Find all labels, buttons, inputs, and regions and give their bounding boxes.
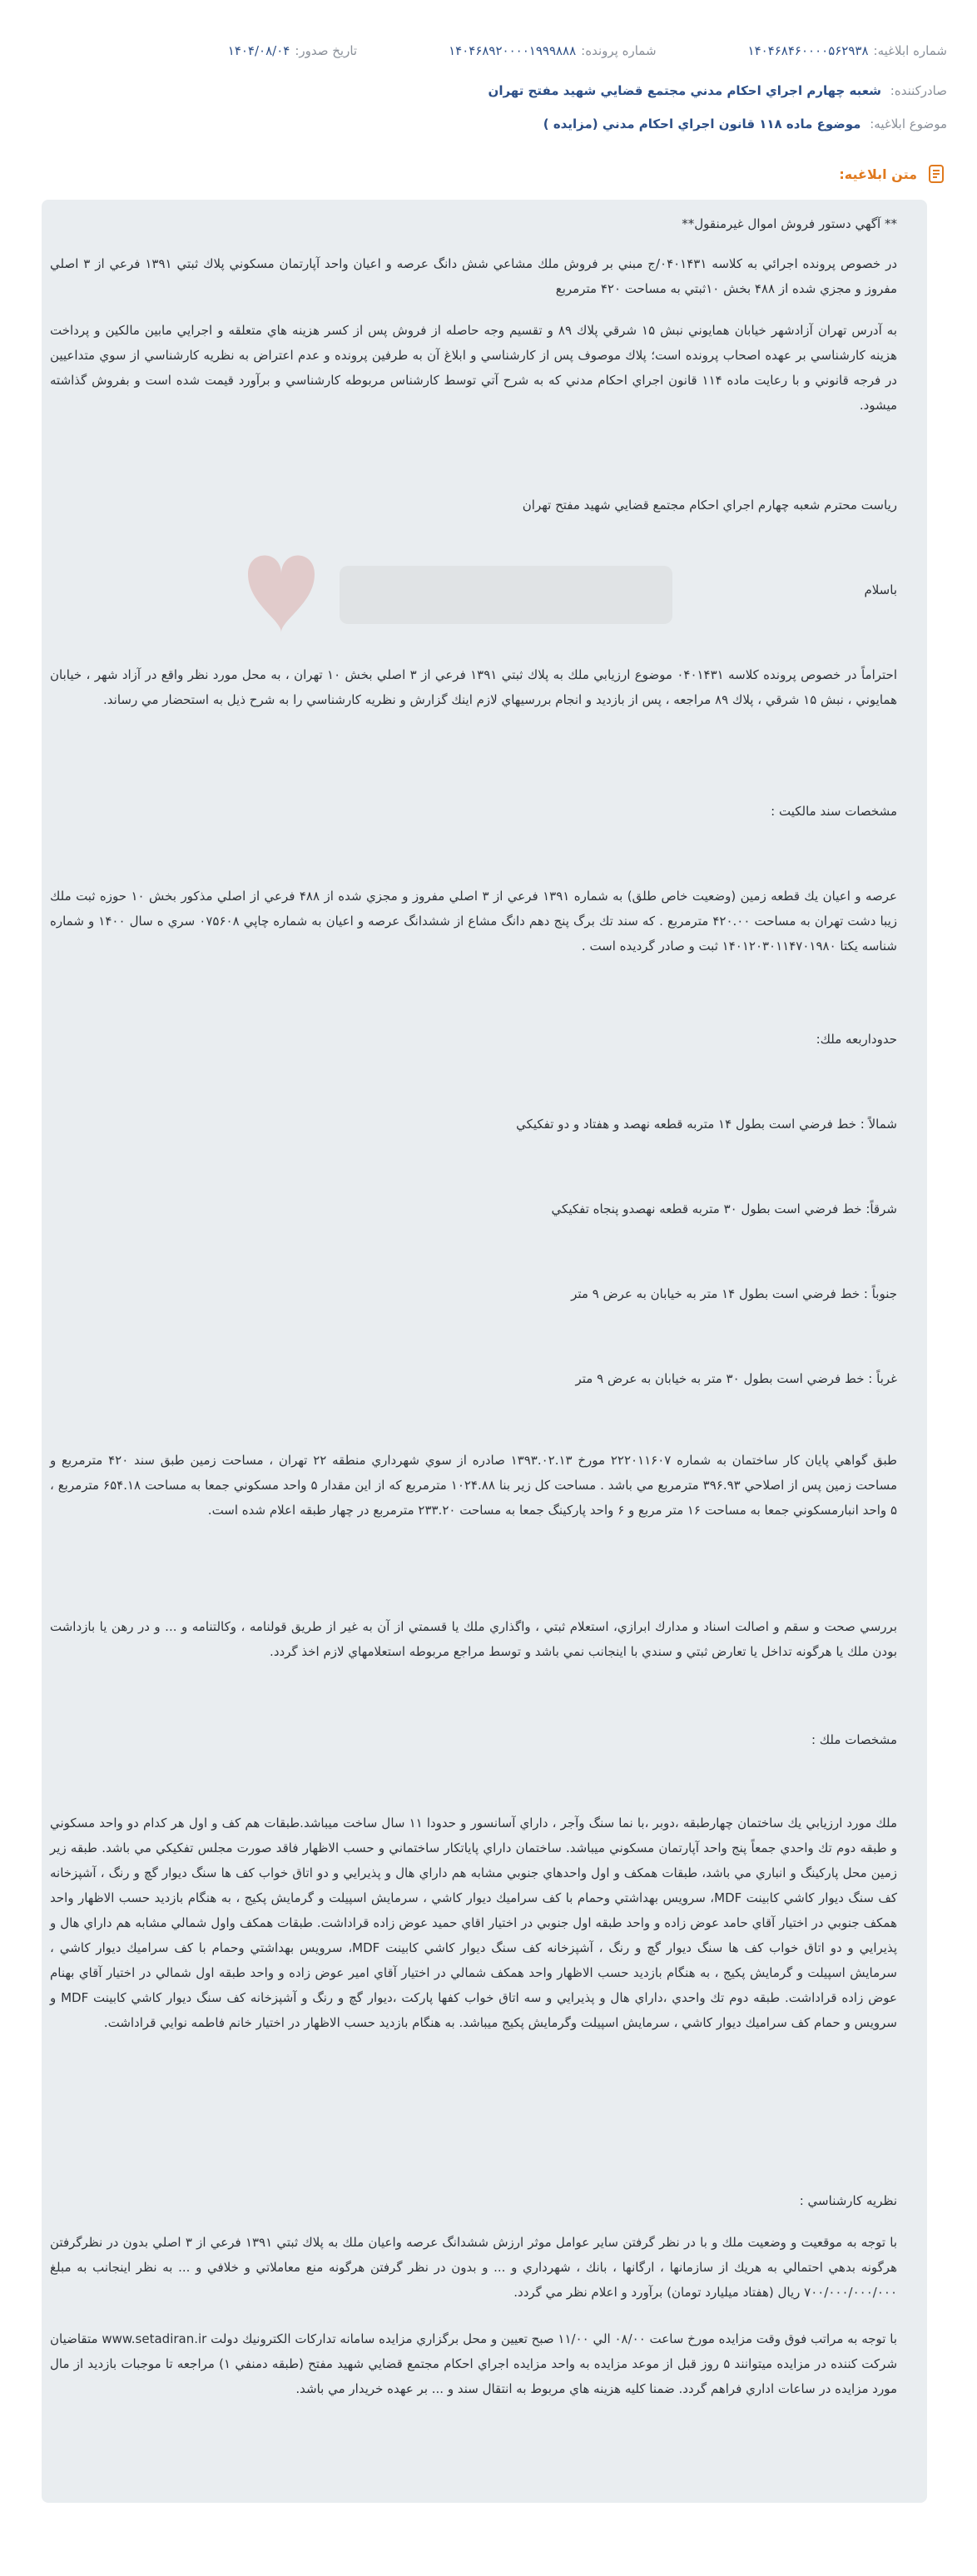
issuer-row xyxy=(30,83,947,98)
body-paragraph: رياست محترم شعبه چهارم اجراي احكام مجتمع قضايي شهيد مفتح تهران xyxy=(522,498,897,513)
body-paragraph: طبق گواهي پايان كار ساختمان به شماره ۲۲۲۰۱۱۶۰۷ مورخ ۱۳۹۳.۰۲.۱۳ صادره از سوي شهرداري منطقه ۲۲ تهران ، مساحت زمين طبق سند ۴۲۰ مترمربع و مساحت زمين پس از اصلاحي ۳۹۶.۹۳ مترمربع مي باشد . مساحت كل زير بنا ۱۰۲۴.۸۸ مترمربع كه از اين مقدار ۵ واحد مسكوني جمعا به مساحت ۶۵۴.۱۸ مترمربع ، ۵ واحد انبارمسكوني جمعا به مساحت ۱۶ متر مربع و ۶ واحد پاركينگ جمعا به مساحت ۲۳۳.۲۰ مترمربع در چهار طبقه اعلام شده است. xyxy=(50,1453,898,1518)
notice-body-box xyxy=(42,200,927,2503)
case-number-value: ۱۴۰۴۶۸۹۲۰۰۰۰۱۹۹۹۸۸۸ xyxy=(449,43,577,58)
subject-row xyxy=(30,116,947,131)
case-number xyxy=(449,43,656,58)
issue-date xyxy=(228,43,357,58)
boundary-east: شرقاً: خط فرضي است بطول ۳۰ متربه قطعه نهصدو پنجاه تفكيكي xyxy=(551,1201,897,1216)
section-heading: حدوداربعه ملك: xyxy=(816,1032,897,1047)
body-paragraph: در خصوص پرونده اجرائي به كلاسه ۰۴۰۱۴۳۱/ج مبني بر فروش ملك مشاعي شش دانگ عرصه و اعيان واحد آپارتمان مسكوني پلاك ثبتي ۱۳۹۱ فرعي از ۳ اصلي مفروز و مجزي شده از ۴۸۸ بخش ۱۰ثبتي به مساحت ۴۲۰ مترمربع xyxy=(50,256,898,296)
document-text-icon xyxy=(925,163,947,185)
boundary-north: شمالاً : خط فرضي است بطول ۱۴ متربه قطعه نهصد و هفتاد و دو تفكيكي xyxy=(516,1117,897,1132)
issuer-label: صادرکننده: xyxy=(890,83,947,98)
case-number-label: شماره پرونده: xyxy=(581,43,657,58)
notice-number-label: شماره ابلاغيه: xyxy=(873,43,947,58)
section-heading: مشخصات سند مالكيت : xyxy=(771,804,897,819)
body-paragraph: ** آگهي دستور فروش اموال غيرمنقول** xyxy=(682,216,897,231)
section-heading: مشخصات ملك : xyxy=(811,1732,897,1747)
body-paragraph: به آدرس تهران آزادشهر خيابان همايوني نبش ۱۵ شرقي پلاك ۸۹ و تقسيم وجه حاصله از فروش پس از كسر هزينه هاي متعلقه و اجرايي مابين مالكين و پرداخت هزينه كارشناسي بر عهده اصحاب پرونده است؛ پلاك موصوف پس از كارشناسي و ابلاغ آن به طرفين پرونده و عدم اعتراض به نظريه كارشناسي از سوي متداعيين در فرجه قانوني و با رعايت ماده ۱۱۴ قانون اجراي احكام مدني كه به شرح آتي توسط كارشناس مربوطه كارشناسي و برآورد قيمت شده است و بفروش گذاشته ميشود. xyxy=(50,323,897,413)
subject-value: موضوع ماده ۱۱۸ قانون اجراي احكام مدني (مزايده ) xyxy=(543,116,861,131)
body-paragraph: ملك مورد ارزيابي يك ساختمان چهارطبقه ،دوبر ،با نما سنگ وآجر ، داراي آسانسور و حدودا ۱۱ سال ساخت ميباشد.طبقات هم كف و اول هر كدام دو واحد مسكوني و طبقه دوم تك واحدي جمعاً پنج واحد آپارتمان مسكوني ميباشد. ساختمان داراي پاياتكار ساختماني و حسب الاظهار فاقد صورت مجلس تفكيكي مي باشد. طبقه زير زمين محل پاركينگ و انباري مي باشد، طبقات همكف و اول واحدهاي جنوبي مشابه هم داراي هال و پذيرايي و دو اتاق خواب كف ها سنگ ديوار گچ و رنگ ، آشپزخانه كف سنگ ديوار كاشي كابينت MDF، سرويس بهداشتي وحمام با كف سراميك ديوار كاشي ، سرمايش اسپيلت و گرمايش پكيج ، به هنگام بازديد حسب الاظهار واحد همكف جنوبي در اختيار آقاي حامد عوض زاده و واحد طبقه اول جنوبي در اختيار اقاي حميد عوض زاده قراداشت. طبقات همكف واول شمالي مشابه هم داراي هال و پذيرايي و دو اتاق خواب كف ها سنگ ديوار گچ و رنگ ، آشپزخانه كف سنگ ديوار كاشي كابينت MDF، سرويس بهداشتي وحمام با كف سراميك ديوار كاشي ، سرمايش اسپيلت و گرمايش پكيج ، به هنگام بازديد حسب الاظهار واحد همكف شمالي در اختيار آقاي امير عوض زاده و واحد طبقه اول شمالي در اختيار آقاي بهنام عوض زاده قراداشت. طبقه دوم تك واحدي ،داراي هال و پذيرايي و سه اتاق خواب كفها پاركت ،ديوار گچ و رنگ و آشپزخانه كف سنگ ديوار كاشي كابينت MDF و سرويس و حمام كف سراميك ديوار كاشي ، سرمايش اسپيلت وگرمايش پكيج ميباشد. به هنگام بازديد حسب الاظهار در اختيار خانم فاطمه نوايي قراداشت. xyxy=(50,1816,898,2030)
section-heading: نظريه كارشناسي : xyxy=(799,2193,897,2208)
subject-label: موضوع ابلاغيه: xyxy=(870,116,947,131)
body-paragraph: احتراماً در خصوص پرونده كلاسه ۰۴۰۱۴۳۱ موضوع ارزيابي ملك به پلاك ثبتي ۱۳۹۱ فرعي از ۳ اصلي بخش ۱۰ تهران ، به محل مورد نظر واقع در آزاد شهر ، خيابان همايوني ، نبش ۱۵ شرقي ، پلاك ۸۹ مراجعه ، پس از بازديد و انجام بررسيهاي لازم اينك گزارش و نظريه كارشناسي را به شرح ذيل به استحضار مي رساند. xyxy=(50,667,897,707)
body-paragraph: با توجه به مراتب فوق وقت مزايده مورخ ساعت ۰۸/۰۰ الي ۱۱/۰۰ صبح تعيين و محل برگزاري مزايده سامانه تداركات الكترونيك دولت www.setadiran.ir متقاضيان شركت كننده در مزايده ميتوانند ۵ روز قبل از موعد مزايده به واحد مزايده اجراي احكام مجتمع قضايي شهيد مفتح (طبقه دمنفي ۱) مراجعه تا موجبات بازديد از مال مورد مزايده در ساعات اداري فراهم گردد. ضمنا كليه هزينه هاي مربوط به انتقال سند و ... بر عهده خريدار مي باشد. xyxy=(50,2331,898,2396)
notice-number-value: ۱۴۰۴۶۸۴۶۰۰۰۰۵۶۲۹۳۸ xyxy=(747,43,869,58)
notice-meta-row xyxy=(30,43,947,58)
boundary-south: جنوباً : خط فرضي است بطول ۱۴ متر به خيابان به عرض ۹ متر xyxy=(571,1286,897,1301)
body-paragraph: با توجه به موقعيت و وضعيت ملك و با در نظر گرفتن ساير عوامل موثر ارزش ششدانگ عرصه واعيان ملك به پلاك ثبتي ۱۳۹۱ فرعي از ۳ اصلي بدون در نظرگرفتن هرگونه بدهي احتمالي به هريك از سازمانها ، ارگانها ، بانك ، شهرداري و ... و بدون در نظر گرفتن هرگونه منع معاملاتي و خلافي و ... به نظر اينجانب به مبلغ ۷۰۰/۰۰۰/۰۰۰/۰۰۰ ريال (هفتاد ميليارد تومان) برآورد و اعلام نظر مي گردد. xyxy=(50,2235,897,2300)
body-paragraph: عرصه و اعيان يك قطعه زمين (وضعيت خاص طلق) به شماره ۱۳۹۱ فرعي از ۳ اصلي مفروز و مجزي شده از ۴۸۸ فرعي از اصلي مذكور بخش ۱۰ حوزه ثبت ملك زيبا دشت تهران به مساحت ۴۲۰.۰۰ مترمربع . كه سند تك برگ پنج دهم دانگ مشاع از ششدانگ عرصه و اعيان به شماره چاپي ۰۷۵۶۰۸ سري ه سال ۱۴۰۰ و شماره شناسه يكتا ۱۴۰۱۲۰۳۰۱۱۴۷۰۱۹۸۰ ثبت و صادر گرديده است . xyxy=(50,889,897,954)
issuer-value: شعبه چهارم اجراي احكام مدني مجتمع قضايي شهيد مفتح تهران xyxy=(488,83,881,98)
issue-date-label: تاريخ صدور: xyxy=(295,43,358,58)
body-paragraph: بررسي صحت و سقم و اصالت اسناد و مدارك ابرازي، استعلام ثبتي ، واگذاري ملك يا قسمتي از آن به غير از طريق قولنامه ، وكالتنامه و ... و در رهن يا بازداشت بودن ملك يا هرگونه تداخل يا تعارض ثبتي و سندي با اينجانب نمي باشد و توسط مراجع مربوطه استعلامهاي لازم اخذ گردد. xyxy=(50,1619,897,1659)
issue-date-value: ۱۴۰۴/۰۸/۰۴ xyxy=(227,43,290,58)
body-paragraph: باسلام xyxy=(864,582,897,597)
boundary-west: غرباً : خط فرضي است بطول ۳۰ متر به خيابان به عرض ۹ متر xyxy=(575,1371,897,1386)
notice-text-title: متن ابلاغيه: xyxy=(839,166,917,182)
notice-text-heading xyxy=(839,163,947,185)
notice-number xyxy=(748,43,947,58)
